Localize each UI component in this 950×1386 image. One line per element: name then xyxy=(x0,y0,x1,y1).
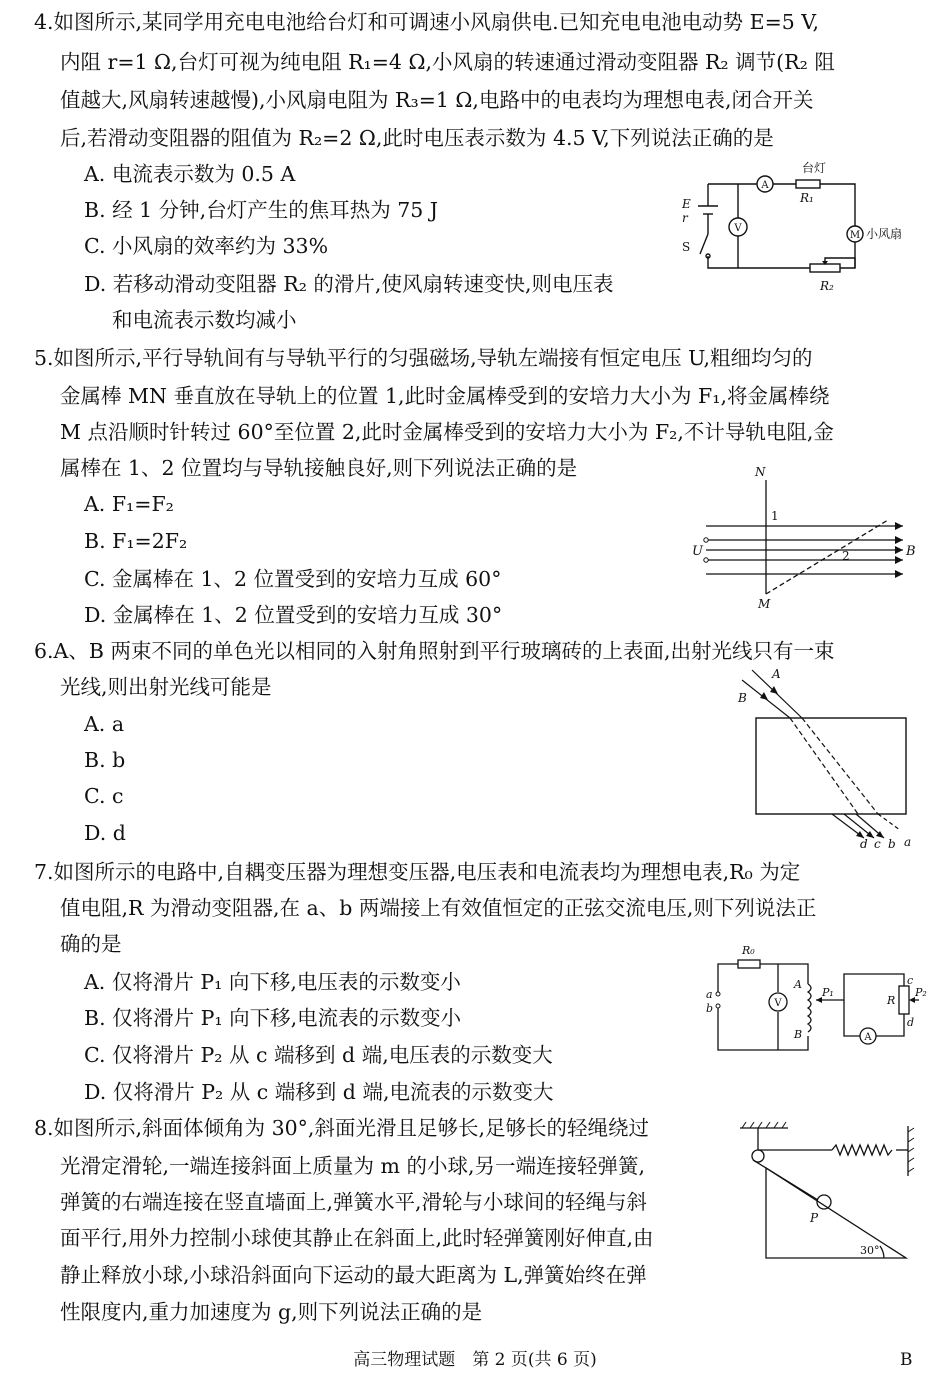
q4-ammeter-symbol: A xyxy=(761,180,769,191)
q6-option-a: A. a xyxy=(84,712,125,736)
q7-coil-end-b: B xyxy=(794,1028,803,1041)
q6-stem-line-1: 6.A、B 两束不同的单色光以相同的入射角照射到平行玻璃砖的上表面,出射光线只有一束 xyxy=(34,639,835,663)
q7-option-d: D. 仅将滑片 P₂ 从 c 端移到 d 端,电流表的示数变大 xyxy=(84,1080,554,1104)
page-footer: 高三物理试题 第 2 页(共 6 页) xyxy=(353,1350,597,1370)
q6-option-d: D. d xyxy=(84,821,126,845)
q4-stem-line-4: 后,若滑动变阻器的阻值为 R₂=2 Ω,此时电压表示数为 4.5 V,下列说法正确的是 xyxy=(60,126,774,150)
q8-stem-line-4: 面平行,用外力控制小球使其静止在斜面上,此时轻弹簧刚好伸直,由 xyxy=(60,1226,654,1250)
q8-stem-line-2: 光滑定滑轮,一端连接斜面上质量为 m 的小球,另一端连接轻弹簧, xyxy=(60,1154,646,1178)
q4-option-d: D. 若移动滑动变阻器 R₂ 的滑片,使风扇转速变快,则电压表 xyxy=(84,272,614,296)
q6-glass-figure xyxy=(728,668,928,850)
q6-option-c: C. c xyxy=(84,784,124,808)
q6-ray-b: b xyxy=(888,837,896,851)
q7-r0-label: R₀ xyxy=(742,944,755,957)
q6-label-a-beam: A xyxy=(772,667,781,681)
q4-option-b: B. 经 1 分钟,台灯产生的焦耳热为 75 J xyxy=(84,198,439,222)
q7-ammeter-symbol: A xyxy=(864,1032,872,1043)
q5-option-c: C. 金属棒在 1、2 位置受到的安培力互成 60° xyxy=(84,567,502,591)
q7-option-a: A. 仅将滑片 P₁ 向下移,电压表的示数变小 xyxy=(84,970,461,994)
q5-label-b: B xyxy=(906,544,916,559)
q5-stem-line-3: M 点沿顺时针转过 60°至位置 2,此时金属棒受到的安培力大小为 F₂,不计导轨电阻,金 xyxy=(60,420,834,444)
q8-stem-line-5: 静止释放小球,小球沿斜面向下运动的最大距离为 L,弹簧始终在弹 xyxy=(60,1263,647,1287)
q4-stem-line-3: 值越大,风扇转速越慢),小风扇电阻为 R₃=1 Ω,电路中的电表均为理想电表,闭合开关 xyxy=(60,88,814,112)
q6-option-b: B. b xyxy=(84,748,126,772)
q7-stem-line-3: 确的是 xyxy=(60,932,122,956)
q4-switch-label: S xyxy=(682,240,691,254)
q5-option-d: D. 金属棒在 1、2 位置受到的安培力互成 30° xyxy=(84,603,503,627)
q8-point-p: P xyxy=(810,1211,819,1225)
q7-p2-label: P₂ xyxy=(915,986,927,999)
q7-p1-label: P₁ xyxy=(822,986,834,999)
q7-end-d: d xyxy=(907,1016,915,1029)
q4-fan-label: 小风扇 xyxy=(866,227,903,241)
q4-stem-line-2: 内阻 r=1 Ω,台灯可视为纯电阻 R₁=4 Ω,小风扇的转速通过滑动变阻器 R₂ 调节(R₂ 阻 xyxy=(60,50,835,74)
q4-motor-symbol: M xyxy=(849,230,861,241)
q4-option-d-cont: 和电流表示数均减小 xyxy=(112,308,297,332)
q4-voltmeter-symbol: V xyxy=(734,223,742,234)
q7-coil-end-a: A xyxy=(794,978,802,991)
q4-emf-label: E xyxy=(682,197,691,211)
q6-ray-d: d xyxy=(860,837,868,851)
q5-label-u: U xyxy=(692,544,703,559)
q7-terminal-a: a xyxy=(706,988,713,1001)
q5-option-a: A. F₁=F₂ xyxy=(84,492,174,516)
q8-incline-figure xyxy=(736,1120,926,1270)
q4-lamp-label: 台灯 xyxy=(802,161,827,175)
q7-transformer-figure xyxy=(704,940,929,1058)
q7-terminal-b: b xyxy=(706,1002,714,1015)
q4-option-a: A. 电流表示数为 0.5 A xyxy=(84,162,296,186)
q7-stem-line-2: 值电阻,R 为滑动变阻器,在 a、b 两端接上有效值恒定的正弦交流电压,则下列说法正 xyxy=(60,896,817,920)
q7-stem-line-1: 7.如图所示的电路中,自耦变压器为理想变压器,电压表和电流表均为理想电表,R₀ 为定 xyxy=(34,860,801,884)
q7-end-c: c xyxy=(907,974,914,987)
q4-r1-label: R₁ xyxy=(800,191,814,205)
q8-stem-line-1: 8.如图所示,斜面体倾角为 30°,斜面光滑且足够长,足够长的轻绳绕过 xyxy=(34,1116,649,1140)
q4-r2-label: R₂ xyxy=(820,279,834,293)
q4-option-c: C. 小风扇的效率约为 33% xyxy=(84,234,329,258)
q6-ray-c: c xyxy=(874,837,881,851)
q8-stem-line-6: 性限度内,重力加速度为 g,则下列说法正确的是 xyxy=(60,1300,483,1324)
q5-rail-figure xyxy=(688,462,928,612)
q7-option-c: C. 仅将滑片 P₂ 从 c 端移到 d 端,电压表的示数变大 xyxy=(84,1043,553,1067)
q8-angle-label: 30° xyxy=(860,1244,880,1257)
q7-r-label: R xyxy=(887,994,896,1007)
q5-position-2: 2 xyxy=(842,549,850,563)
q5-stem-line-4: 属棒在 1、2 位置均与导轨接触良好,则下列说法正确的是 xyxy=(60,456,578,480)
q6-ray-a: a xyxy=(904,835,912,849)
q7-voltmeter-symbol: V xyxy=(774,998,782,1009)
q4-internal-r-label: r xyxy=(682,211,688,225)
q5-position-1: 1 xyxy=(771,509,779,523)
q5-label-m: M xyxy=(758,597,771,611)
q7-option-b: B. 仅将滑片 P₁ 向下移,电流表的示数变小 xyxy=(84,1006,462,1030)
q6-label-b-beam: B xyxy=(738,691,747,705)
q8-stem-line-3: 弹簧的右端连接在竖直墙面上,弹簧水平,滑轮与小球间的轻绳与斜 xyxy=(60,1190,648,1214)
q4-circuit-figure xyxy=(670,158,920,298)
q6-stem-line-2: 光线,则出射光线可能是 xyxy=(60,675,272,699)
q5-option-b: B. F₁=2F₂ xyxy=(84,529,188,553)
q4-stem-line-1: 4.如图所示,某同学用充电电池给台灯和可调速小风扇供电.已知充电电池电动势 E=5 V, xyxy=(34,10,820,34)
q5-stem-line-2: 金属棒 MN 垂直放在导轨上的位置 1,此时金属棒受到的安培力大小为 F₁,将金属棒绕 xyxy=(60,384,830,408)
paper-version-mark: B xyxy=(900,1350,913,1370)
q5-stem-line-1: 5.如图所示,平行导轨间有与导轨平行的匀强磁场,导轨左端接有恒定电压 U,粗细均匀的 xyxy=(34,346,813,370)
q5-label-n: N xyxy=(755,465,766,479)
